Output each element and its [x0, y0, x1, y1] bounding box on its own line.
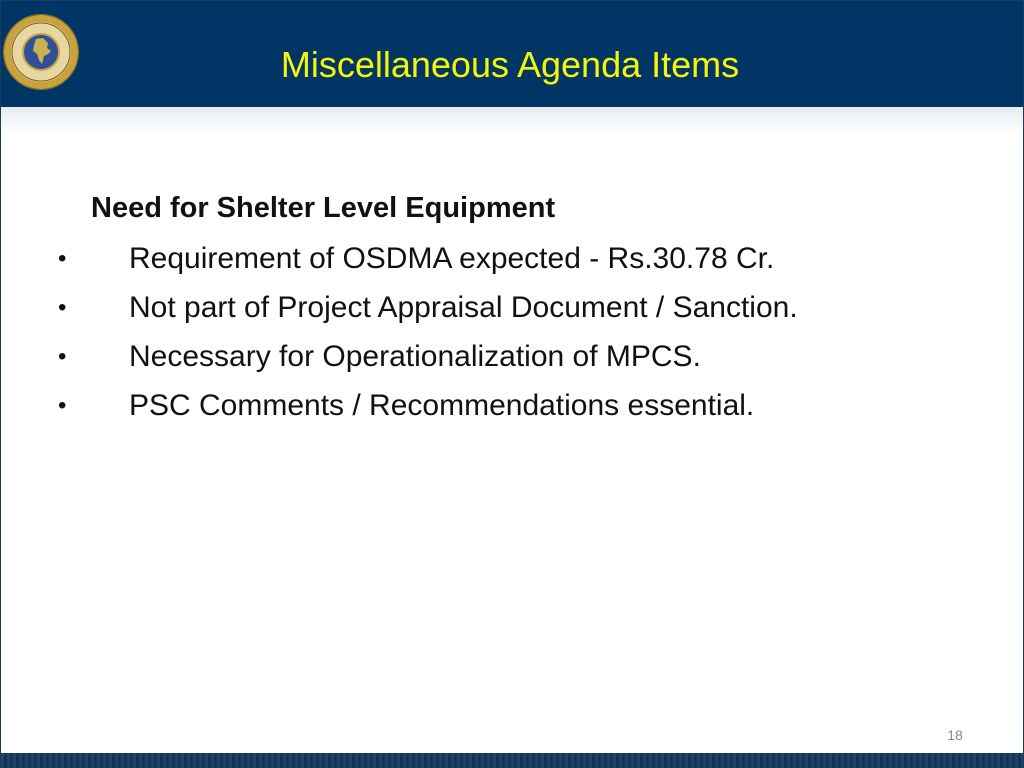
footer-bar: [1, 753, 1023, 767]
bullet-icon: •: [58, 392, 67, 419]
bullet-text: PSC Comments / Recommendations essential.: [129, 389, 755, 422]
slide-title: Miscellaneous Agenda Items: [280, 44, 740, 85]
section-heading: Need for Shelter Level Equipment: [91, 192, 556, 224]
bullet-text: Requirement of OSDMA expected - Rs.30.78 Cr.: [129, 242, 775, 275]
bullet-icon: •: [58, 343, 67, 370]
bullet-text: Not part of Project Appraisal Document / Sanction.: [129, 291, 798, 324]
page-number: 18: [947, 727, 963, 743]
header-divider: [1, 107, 1023, 135]
bullet-text: Necessary for Operationalization of MPCS.: [129, 340, 701, 373]
bullet-icon: •: [58, 294, 67, 321]
bullet-icon: •: [58, 245, 67, 272]
header-bar: [1, 1, 1023, 107]
